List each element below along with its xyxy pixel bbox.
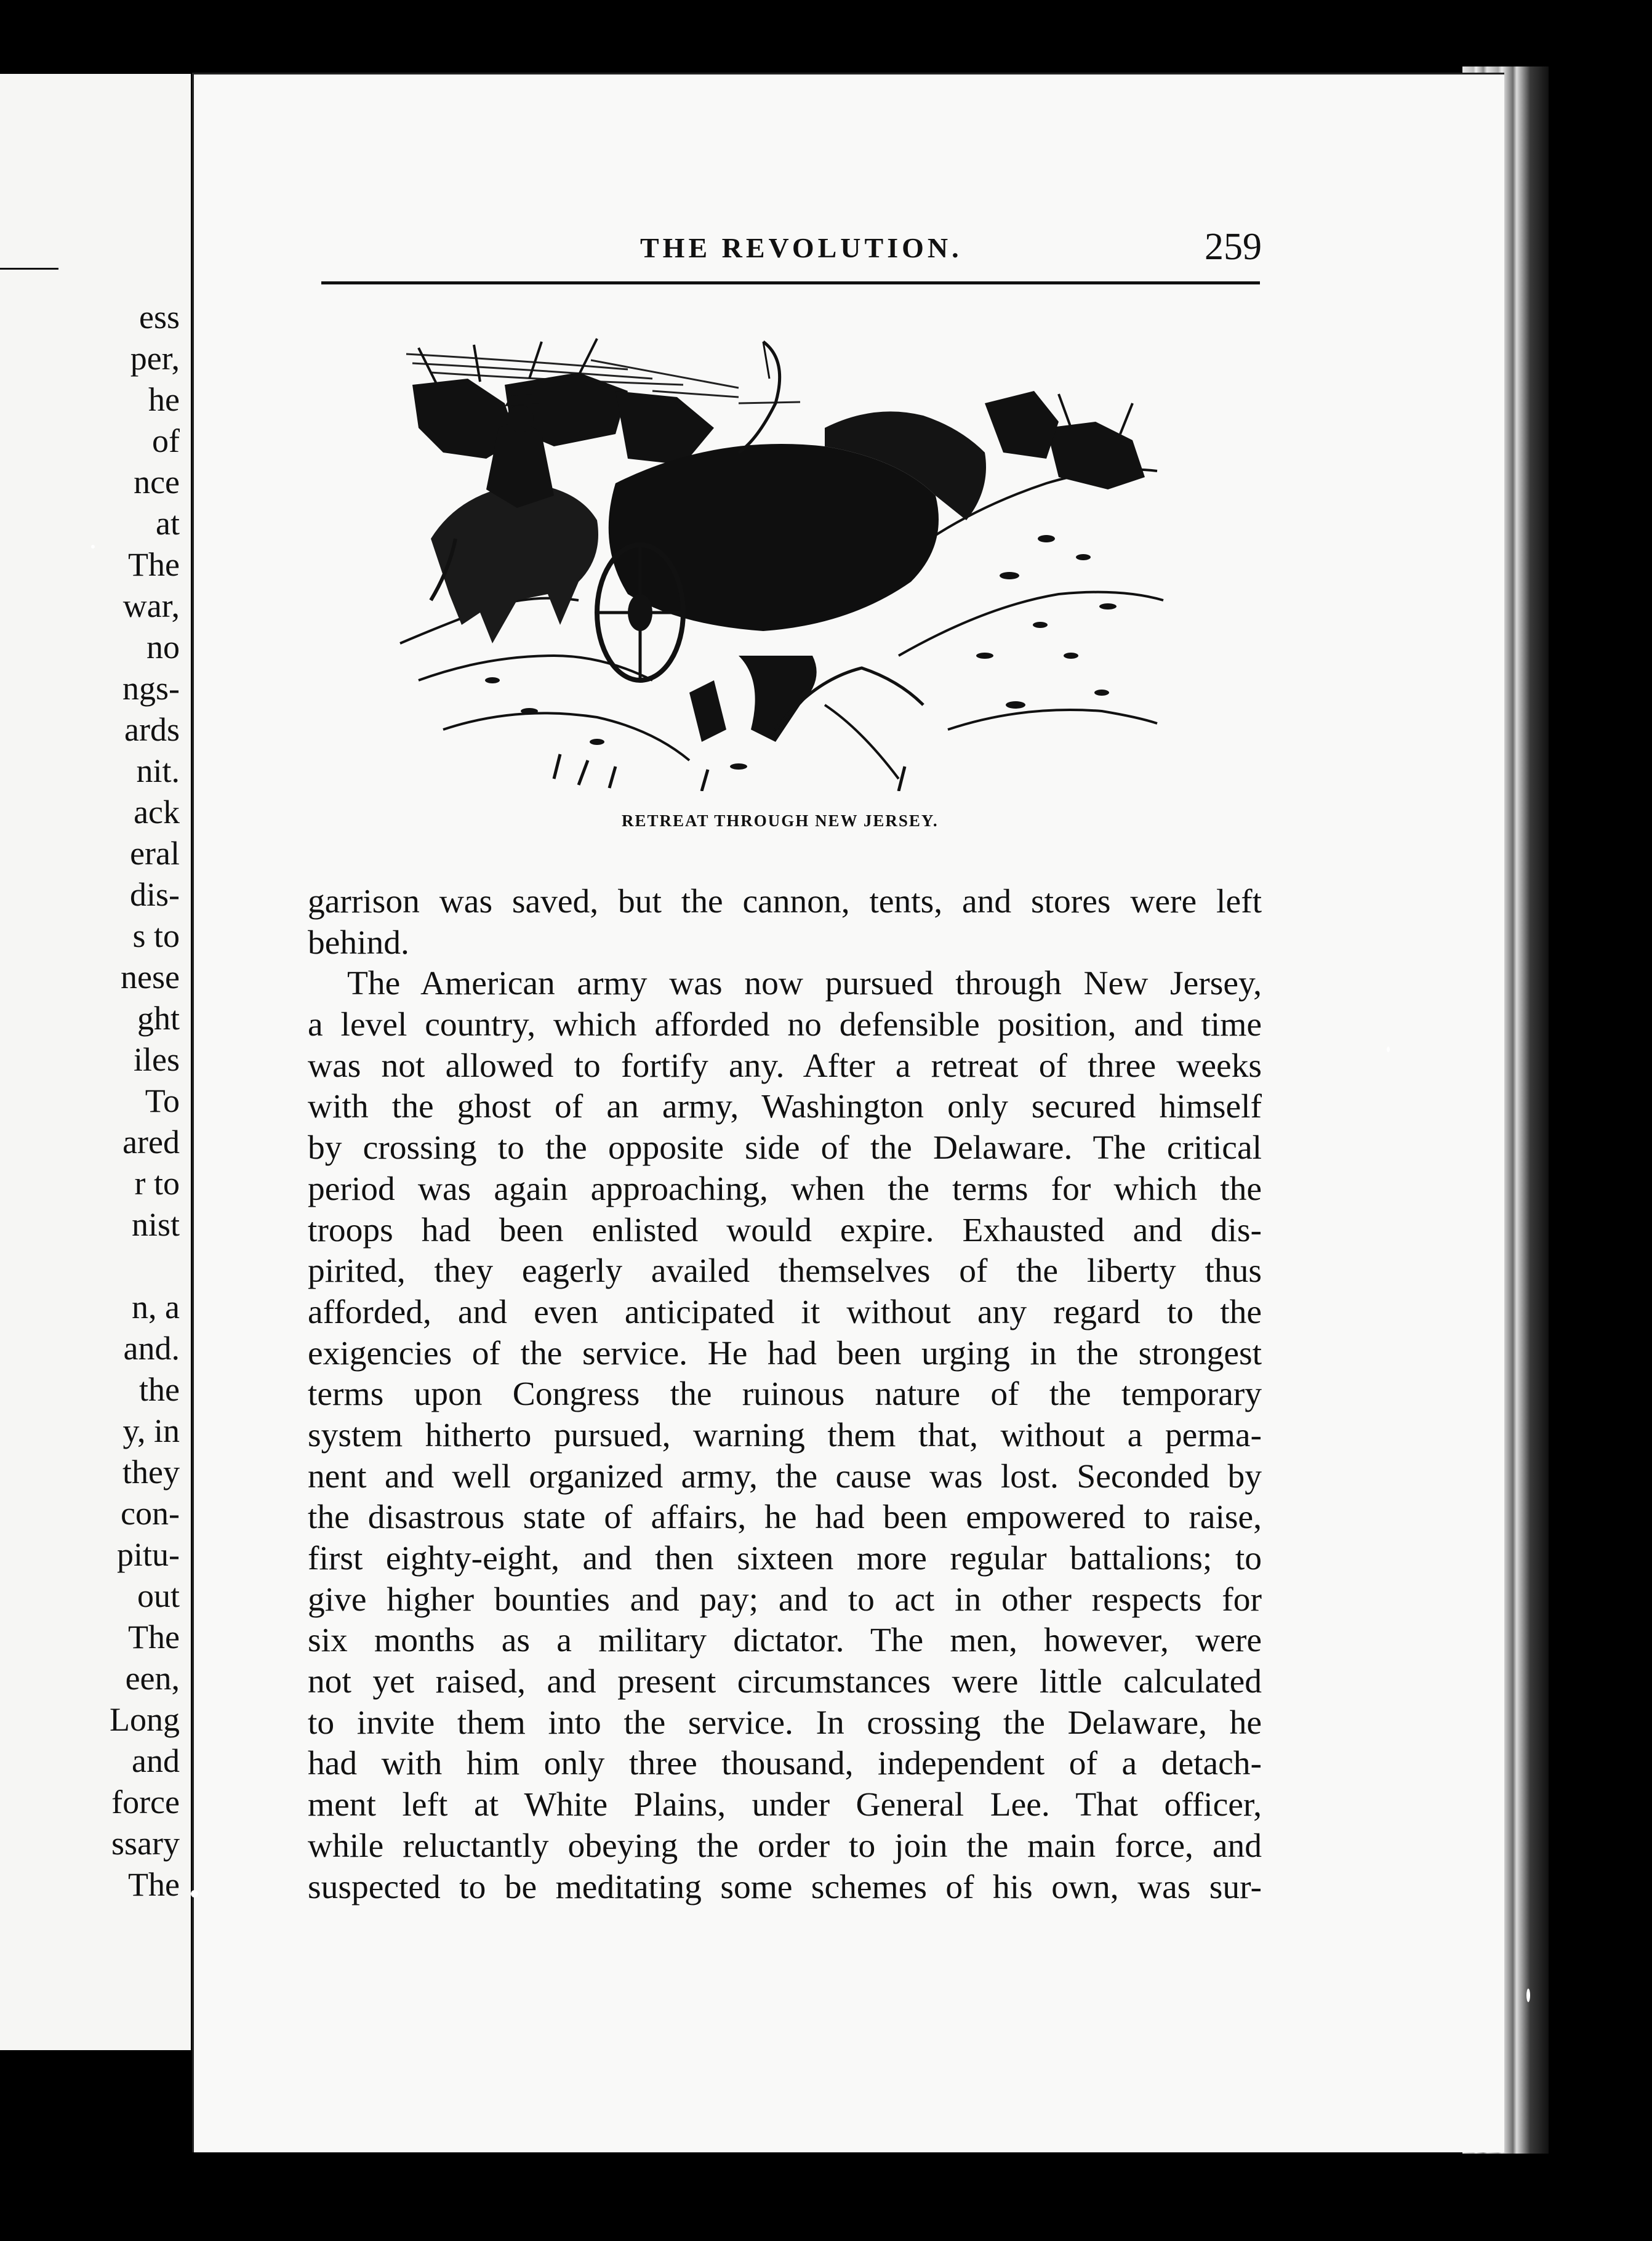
left-page-line-fragment: r to — [134, 1165, 180, 1202]
body-line: first eighty-eight, and then sixteen more regular battalions; to — [308, 1540, 1262, 1577]
scan-speck — [91, 545, 95, 549]
running-head — [320, 226, 1262, 284]
body-line: had with him only three thousand, independent of a detach- — [308, 1745, 1262, 1783]
body-line: pirited, they eagerly availed themselves of the liberty thus — [308, 1252, 1262, 1290]
left-page-line-fragment: The — [128, 1619, 180, 1656]
left-page-line-fragment: they — [122, 1454, 180, 1491]
left-page-text — [0, 297, 180, 1905]
left-page-line-fragment: at — [156, 505, 180, 542]
left-page-line-fragment: ack — [134, 794, 180, 831]
body-line: system hitherto pursued, warning them that, without a perma- — [308, 1416, 1262, 1454]
body-line: period was again approaching, when the terms for which the — [308, 1170, 1262, 1208]
left-page-line-fragment: The — [128, 546, 180, 583]
body-line: troops had been enlisted would expire. Exhausted and dis- — [308, 1211, 1262, 1249]
body-line: while reluctantly obeying the order to join the main force, and — [308, 1827, 1262, 1865]
scan-speck — [1387, 1047, 1390, 1052]
figure-caption: RETREAT THROUGH NEW JERSEY. — [622, 811, 939, 830]
body-line: a level country, which afforded no defensible position, and time — [308, 1006, 1262, 1044]
left-page-line-fragment: no — [146, 629, 180, 666]
left-page-line-fragment: ards — [124, 711, 180, 748]
left-page — [0, 74, 191, 2050]
left-page-line-fragment: n, a — [132, 1289, 180, 1326]
body-line: by crossing to the opposite side of the Delaware. The critical — [308, 1129, 1262, 1167]
left-page-line-fragment: per, — [130, 340, 180, 377]
left-page-line-fragment: ght — [137, 1000, 180, 1037]
left-page-line-fragment: nist — [131, 1206, 180, 1243]
body-line: was not allowed to fortify any. After a retreat of three weeks — [308, 1047, 1262, 1085]
running-title: THE REVOLUTION. — [640, 232, 963, 264]
retreat-engraving-illustration — [394, 336, 1182, 791]
body-line: The American army was now pursued through New Jersey, — [347, 965, 1262, 1003]
body-line: behind. — [308, 923, 409, 962]
left-page-line-fragment: Long — [110, 1701, 180, 1738]
scan-speck — [191, 1890, 198, 1897]
left-page-line-fragment: and — [132, 1742, 180, 1779]
left-page-line-fragment: and. — [123, 1330, 180, 1367]
body-line: suspected to be meditating some schemes of his own, was sur- — [308, 1868, 1262, 1906]
left-page-line-fragment: iles — [134, 1041, 180, 1078]
left-page-line-fragment: con- — [121, 1495, 180, 1532]
left-page-line-fragment: s to — [132, 917, 180, 954]
left-page-line-fragment: he — [148, 381, 180, 418]
left-page-line-fragment — [0, 1245, 180, 1287]
left-page-line-fragment: dis- — [130, 876, 180, 913]
left-page-line-fragment: ared — [122, 1124, 180, 1161]
ravine-lines — [554, 668, 923, 791]
left-page-line-fragment: force — [111, 1784, 180, 1821]
left-page-line-fragment: eral — [130, 835, 180, 872]
body-line: the disastrous state of affairs, he had been empowered to raise, — [308, 1499, 1262, 1537]
body-line: garrison was saved, but the cannon, tents, and stores were left — [308, 883, 1262, 920]
body-line: exigencies of the service. He had been urging in the strongest — [308, 1334, 1262, 1372]
body-line: to invite them into the service. In crossing the Delaware, he — [308, 1704, 1262, 1742]
left-page-line-fragment: y, in — [122, 1412, 180, 1449]
left-page-line-fragment: The — [128, 1866, 180, 1903]
body-line: afforded, and even anticipated it without any regard to the — [308, 1293, 1262, 1331]
left-page-line-fragment: ngs- — [122, 670, 180, 707]
body-text — [308, 882, 1262, 1908]
page-number: 259 — [1205, 226, 1262, 268]
body-line: ment left at White Plains, under General Lee. That officer, — [308, 1786, 1262, 1824]
left-page-line-fragment: of — [152, 422, 180, 459]
left-page-line-fragment: out — [137, 1577, 180, 1614]
left-page-line-fragment: To — [145, 1082, 180, 1119]
left-page-line-fragment: nce — [134, 464, 180, 501]
body-line: not yet raised, and present circumstances were little calculated — [308, 1663, 1262, 1701]
left-page-line-fragment: ess — [139, 299, 180, 336]
body-line: nent and well organized army, the cause was lost. Seconded by — [308, 1457, 1262, 1495]
left-page-line-fragment: the — [139, 1371, 180, 1408]
left-page-line-fragment: nit. — [136, 752, 180, 789]
body-line: give higher bounties and pay; and to act in other respects for — [308, 1580, 1262, 1619]
left-page-line-fragment: ssary — [111, 1825, 180, 1862]
body-line: terms upon Congress the ruinous nature of the temporary — [308, 1375, 1262, 1414]
body-line: six months as a military dictator. The men, however, were — [308, 1622, 1262, 1660]
left-page-rule — [0, 268, 58, 270]
left-page-line-fragment: een, — [125, 1660, 180, 1697]
left-page-line-fragment: war, — [122, 587, 180, 624]
body-line: with the ghost of an army, Washington only secured himself — [308, 1088, 1262, 1126]
left-page-line-fragment: pitu- — [117, 1536, 180, 1573]
scan-speck — [1526, 1989, 1530, 2002]
header-rule — [321, 281, 1260, 284]
left-page-line-fragment: nese — [121, 959, 180, 996]
